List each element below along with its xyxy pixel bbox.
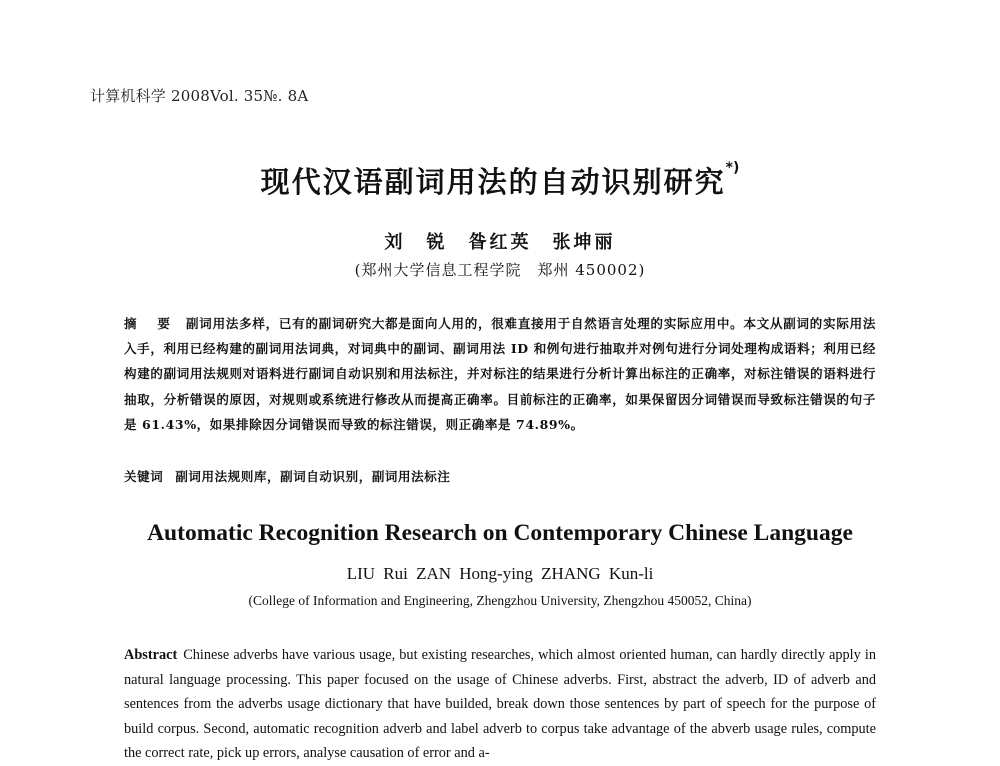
english-authors: LIU Rui ZAN Hong-ying ZHANG Kun-li bbox=[346, 564, 654, 583]
english-title: Automatic Recognition Research on Contemporary Chinese Language bbox=[147, 520, 853, 546]
journal-header: 计算机科学 2008Vol. 35№. 8A bbox=[90, 87, 309, 105]
chinese-abstract-text: 副词用法多样，已有的副词研究大都是面向人用的，很难直接用于自然语言处理的实际应用中。本文从副词的实际用法入手，利用已经构建的副词用法词典，对词典中的副词、副词用法 ID 和例句进行抽取并对例句进行分词处理构成语料；利用已经构建的副词用法规则对语料进行副词自动识别和用法标注，并对标注的结果进行分析计算出标注的正确率，对标注错误的语料进行抽取，分析错误的原因，对规则或系统进行修改从而提高正确率。目前标注的正确率，如果保留因分词错误而导致标注错误的句子是 61.43%，如果排除因分词错误而导致的标注错误，则正确率是 74.89%。 bbox=[124, 316, 876, 432]
english-abstract-label: Abstract bbox=[124, 647, 178, 663]
title-footnote-mark: *) bbox=[725, 160, 740, 176]
chinese-keywords-text: 副词用法规则库，副词自动识别，副词用法标注 bbox=[175, 469, 451, 484]
english-abstract bbox=[124, 643, 876, 766]
english-abstract-text: Chinese adverbs have various usage, but existing researches, which almost oriented human, can hardly directly apply in natural language processing. This paper focused on the usage of Chinese adverbs. First, abstract the adverb, ID of adverb and sentences from the adverbs usage dictionary that have builded, break down those sentences by part of speech for the purpose of build corpus. Second, automatic recognition adverb and label adverb to corpus take advantage of the abverb usage rules, compute the correct rate, pick up errors, analyse causation of error and a- bbox=[124, 647, 876, 761]
chinese-abstract-label: 摘 要 bbox=[124, 316, 175, 331]
chinese-keywords bbox=[124, 467, 876, 485]
chinese-title-text: 现代汉语副词用法的自动识别研究 bbox=[260, 165, 726, 199]
english-affiliation: (College of Information and Engineering, Zhengzhou University, Zhengzhou 450052, China) bbox=[248, 593, 752, 608]
chinese-keywords-label: 关键词 bbox=[124, 469, 164, 484]
chinese-affiliation: (郑州大学信息工程学院 郑州 450002) bbox=[354, 261, 646, 279]
chinese-title bbox=[0, 160, 1000, 201]
chinese-authors: 刘 锐 昝红英 张坤丽 bbox=[384, 232, 616, 253]
chinese-abstract bbox=[124, 311, 876, 437]
